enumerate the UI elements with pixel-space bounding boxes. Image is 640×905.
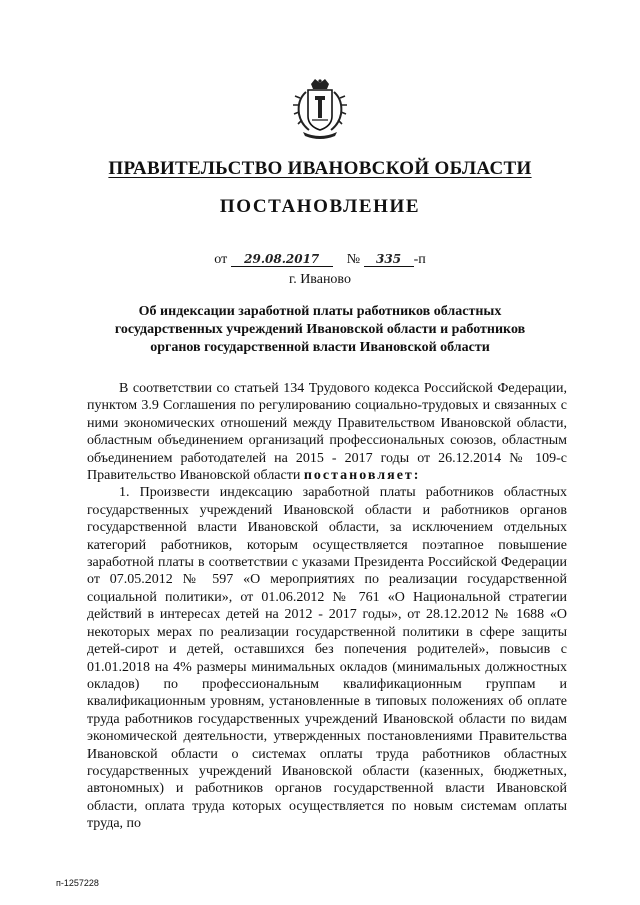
number-field: 335: [364, 252, 414, 267]
date-number-line: [0, 252, 640, 268]
decree-word: постановляет:: [303, 468, 421, 484]
number-suffix: -п: [413, 252, 426, 267]
date-field: 29.08.2017: [231, 252, 333, 267]
preamble-text: В соответствии со статьей 134 Трудового кодекса Российской Федерации, пунктом 3.9 Соглашения по регулированию социально-трудовых и связанных с ними экономических отношений между Правительством Ивановской области, областным объединением организаций профессиональных союзов, областным объединением работодателей на 2015 - 2017 годы от 26.12.2014 № 109-с Правительство Ивановской области: [87, 381, 567, 484]
item-1-paragraph: 1. Произвести индексацию заработной платы работников областных государственных учреждений Ивановской области и работников органов государственной власти Ивановской области, за исключением отдельных категорий работников, которым осуществляется поэтапное повышение заработной платы в соответствии с указами Президента Российской Федерации от 07.05.2012 № 597 «О мероприятиях по реализации государственной социальной политики», от 01.06.2012 № 761 «О Национальной стратегии действий в интересах детей на 2012 - 2017 годы», от 28.12.2012 № 1688 «О некоторых мерах по реализации государственной политики в сфере защиты детей-сирот и детей, оставшихся без попечения родителей», повысив с 01.01.2018 на 4% размеры минимальных окладов (минимальных должностных окладов) по профессиональным квалификационным группам и квалификационным уровням, установленные в типовых положениях об оплате труда работников государственных учреждений Ивановской области по видам экономической деятельности, утвержденных постановлениями Правительства Ивановской области о системах оплаты труда работников областных государственных учреждений Ивановской области (казенных, бюджетных, автономных) и работников органов государственной власти Ивановской области, оплата труда которых осуществляется по новым системам оплаты труда, по: [87, 485, 567, 832]
coat-of-arms-icon: [291, 78, 349, 140]
government-name-text: ПРАВИТЕЛЬСТВО ИВАНОВСКОЙ ОБЛАСТИ: [108, 158, 532, 179]
number-prefix: №: [346, 252, 361, 267]
government-name: [0, 158, 640, 180]
city: г. Иваново: [289, 272, 351, 287]
document-title: Об индексации заработной платы работников областных государственных учреждений Ивановской области и работников органов государственной власти Ивановской области: [114, 304, 526, 355]
date-prefix: от: [214, 252, 228, 267]
document-code: п-1257228: [56, 878, 99, 888]
document-body: [87, 380, 567, 833]
document-type: ПОСТАНОВЛЕНИЕ: [219, 196, 421, 217]
preamble-paragraph: [87, 380, 567, 484]
